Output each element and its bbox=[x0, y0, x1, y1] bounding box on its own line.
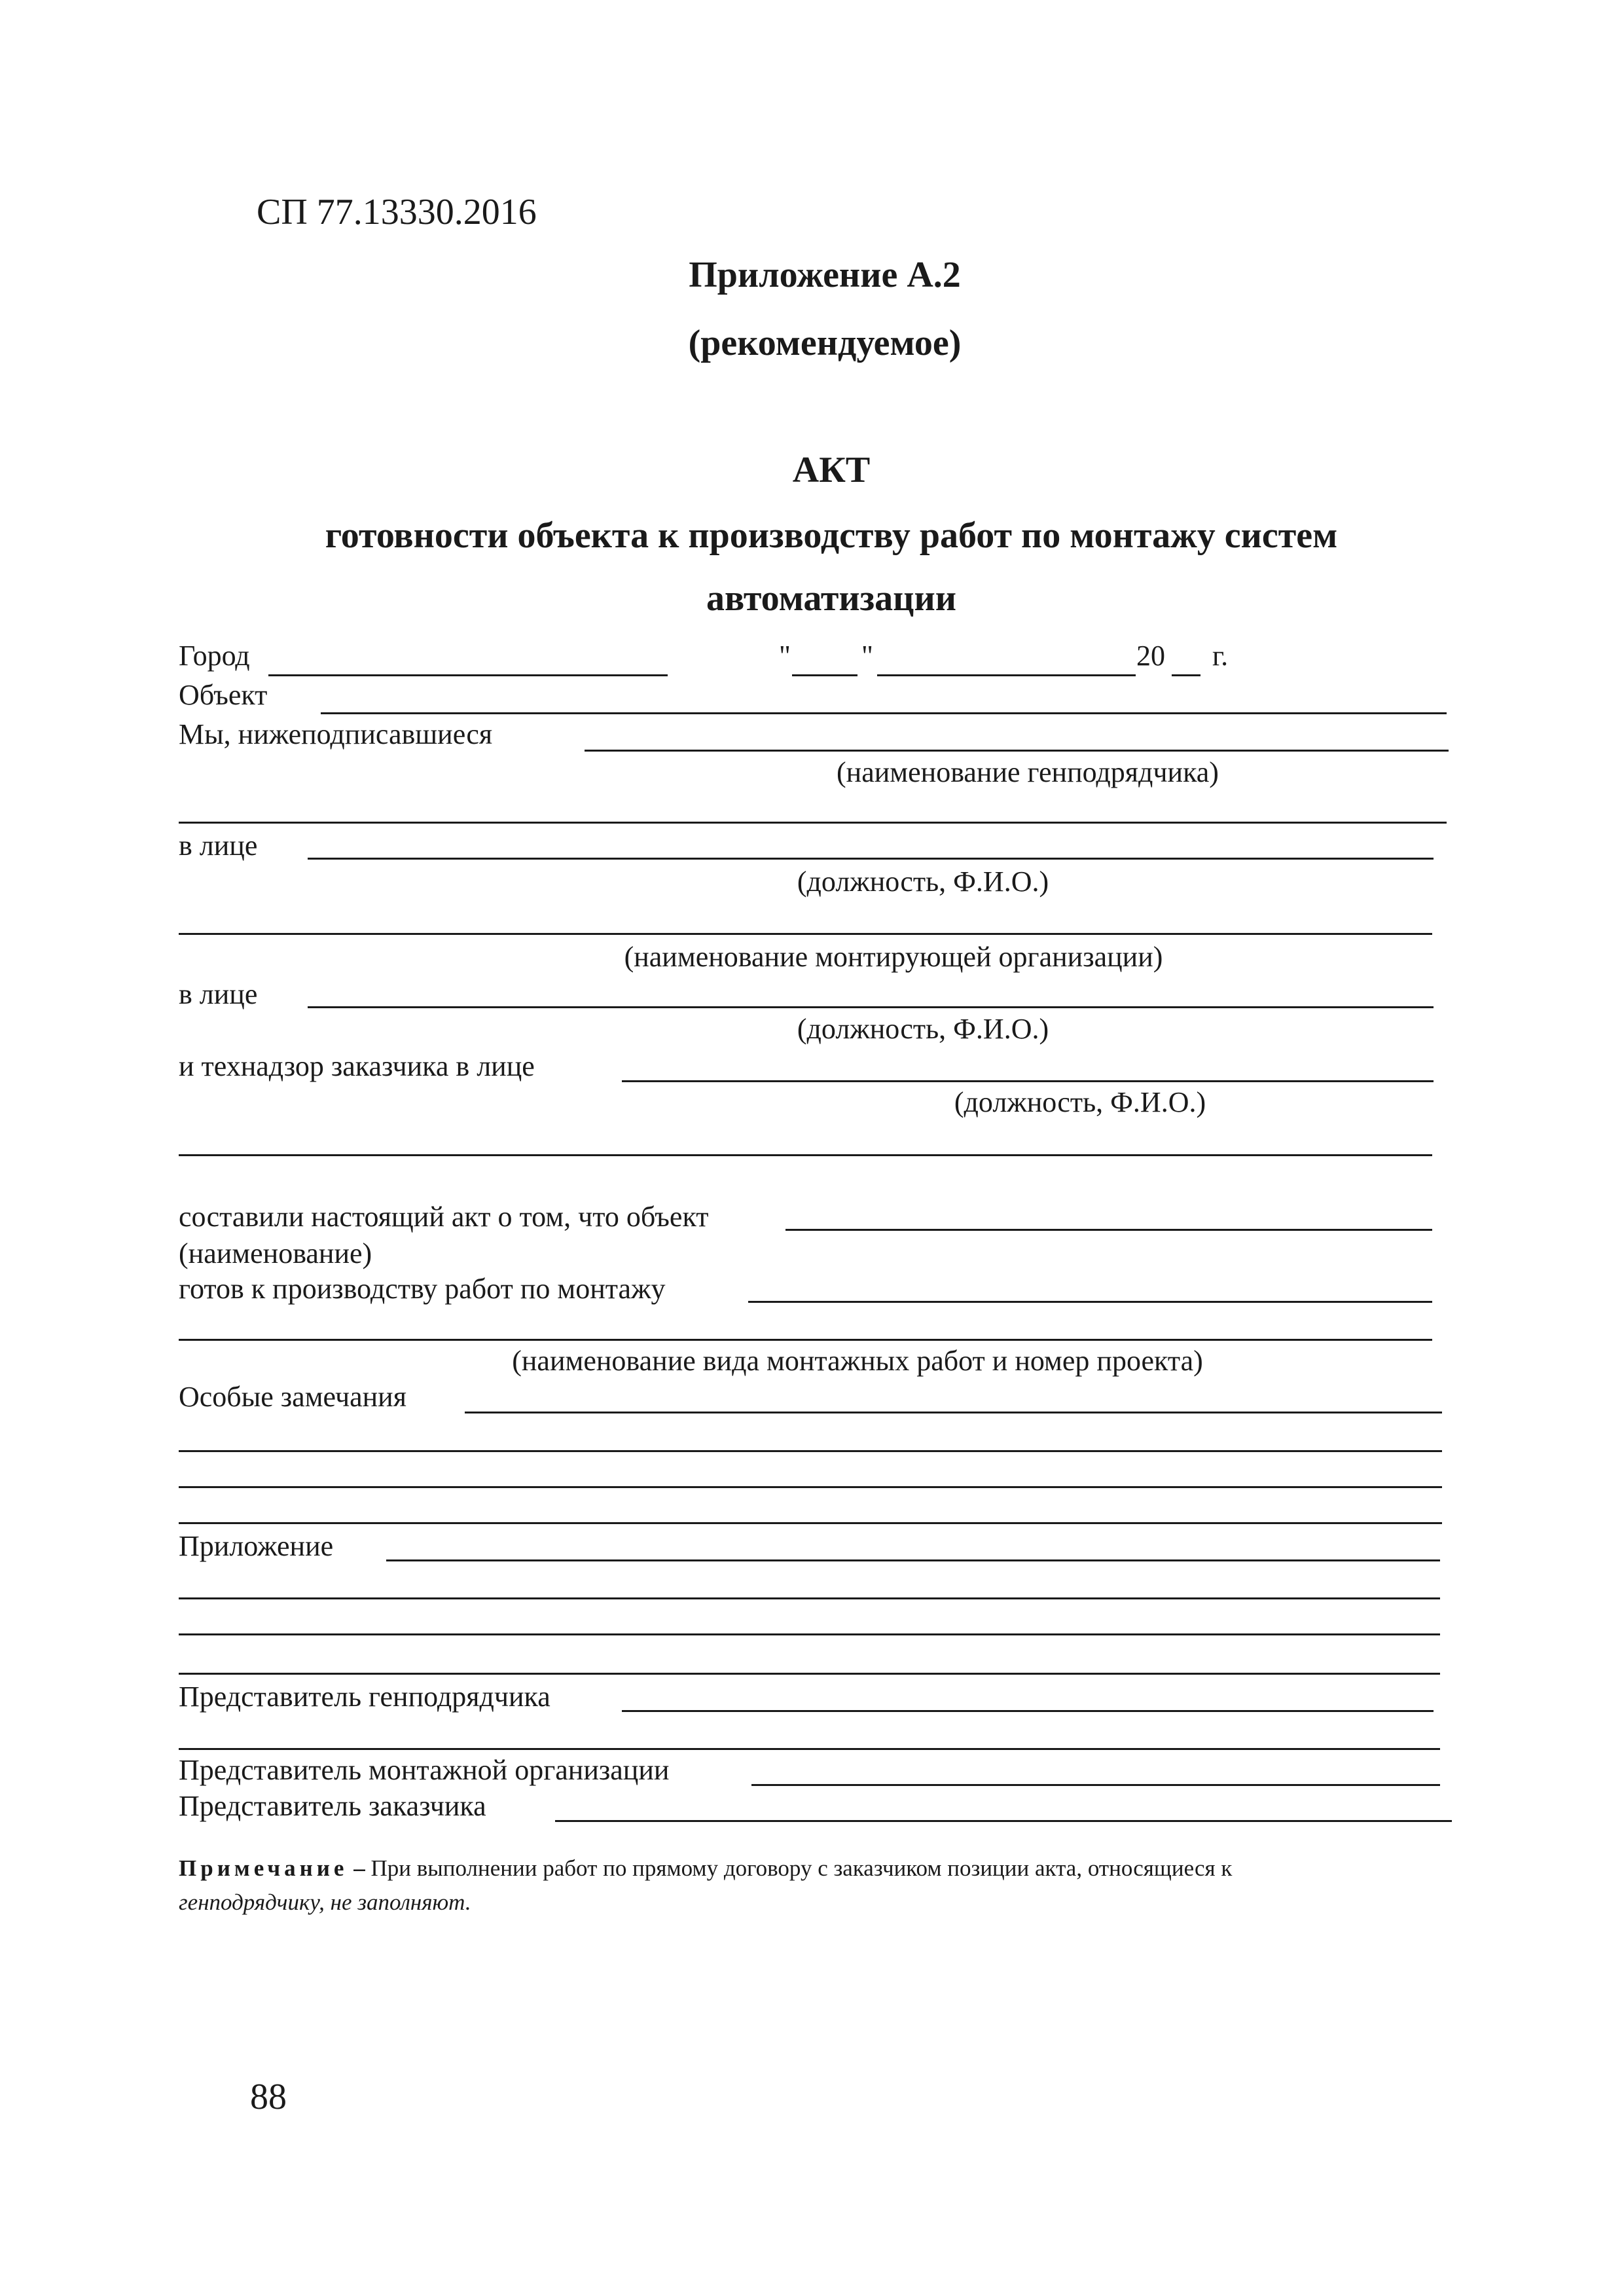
ready-field-line[interactable] bbox=[748, 1301, 1432, 1303]
act-subtitle-line2: автоматизации bbox=[706, 578, 956, 619]
position-hint-3: (должность, Ф.И.О.) bbox=[954, 1086, 1206, 1118]
tech-supervision-continuation-line[interactable] bbox=[179, 1154, 1432, 1156]
in-person-label-1: в лице bbox=[179, 829, 258, 862]
special-remarks-line-4[interactable] bbox=[179, 1522, 1442, 1524]
standard-code: СП 77.13330.2016 bbox=[257, 192, 537, 232]
general-contractor-rep-field-line[interactable] bbox=[622, 1710, 1434, 1712]
city-label: Город bbox=[179, 640, 250, 672]
general-contractor-rep-label: Представитель генподрядчика bbox=[179, 1681, 550, 1713]
appendix-status: (рекомендуемое) bbox=[688, 323, 962, 363]
date-year-prefix: 20 bbox=[1136, 640, 1165, 672]
attachment-field-line[interactable] bbox=[386, 1559, 1440, 1561]
appendix-title: Приложение А.2 bbox=[689, 255, 961, 295]
date-day-line[interactable] bbox=[792, 674, 857, 676]
general-contractor-hint: (наименование генподрядчика) bbox=[837, 756, 1219, 788]
object-name-field-line[interactable] bbox=[785, 1229, 1432, 1231]
tech-supervision-field-line[interactable] bbox=[622, 1080, 1434, 1082]
page-number: 88 bbox=[250, 2077, 287, 2117]
installer-org-field-line[interactable] bbox=[179, 933, 1432, 935]
general-contractor-field-line[interactable] bbox=[585, 750, 1449, 752]
note-line-1 bbox=[179, 1857, 1232, 1880]
special-remarks-field-line[interactable] bbox=[465, 1412, 1442, 1413]
in-person-field-line-1[interactable] bbox=[308, 858, 1434, 860]
general-contractor-continuation-line[interactable] bbox=[179, 822, 1447, 824]
attachment-line-3[interactable] bbox=[179, 1633, 1440, 1635]
note-prefix: Примечание bbox=[179, 1855, 348, 1881]
date-quote-open: " bbox=[779, 640, 791, 672]
compiled-label: составили настоящий акт о том, что объект bbox=[179, 1201, 709, 1233]
work-type-hint: (наименование вида монтажных работ и номер проекта) bbox=[512, 1345, 1203, 1377]
name-hint: (наименование) bbox=[179, 1237, 372, 1269]
note-text-line1: При выполнении работ по прямому договору с заказчиком позиции акта, относящиеся к bbox=[370, 1855, 1233, 1881]
installer-rep-field-line[interactable] bbox=[751, 1784, 1440, 1786]
in-person-label-2: в лице bbox=[179, 978, 258, 1010]
object-field-line[interactable] bbox=[321, 712, 1447, 714]
special-remarks-label: Особые замечания bbox=[179, 1381, 406, 1413]
undersigned-label: Мы, нижеподписавшиеся bbox=[179, 718, 493, 750]
position-hint-1: (должность, Ф.И.О.) bbox=[797, 866, 1049, 898]
customer-rep-field-line[interactable] bbox=[555, 1820, 1452, 1822]
object-label: Объект bbox=[179, 679, 268, 711]
installer-org-hint: (наименование монтирующей организации) bbox=[624, 941, 1163, 973]
date-year-suffix: г. bbox=[1212, 640, 1229, 672]
special-remarks-line-3[interactable] bbox=[179, 1486, 1442, 1488]
general-contractor-rep-line-2[interactable] bbox=[179, 1748, 1440, 1750]
date-quote-close: " bbox=[861, 640, 873, 672]
in-person-field-line-2[interactable] bbox=[308, 1006, 1434, 1008]
date-year-line[interactable] bbox=[1172, 674, 1200, 676]
customer-rep-label: Представитель заказчика bbox=[179, 1790, 486, 1822]
note-text-line2: генподрядчику, не заполняют. bbox=[179, 1889, 471, 1915]
attachment-line-2[interactable] bbox=[179, 1597, 1440, 1599]
tech-supervision-label: и технадзор заказчика в лице bbox=[179, 1050, 535, 1082]
special-remarks-line-2[interactable] bbox=[179, 1450, 1442, 1452]
act-title: АКТ bbox=[792, 450, 871, 490]
attachment-line-4[interactable] bbox=[179, 1673, 1440, 1675]
position-hint-2: (должность, Ф.И.О.) bbox=[797, 1013, 1049, 1045]
attachment-label: Приложение bbox=[179, 1530, 334, 1562]
date-month-line[interactable] bbox=[877, 674, 1136, 676]
work-type-field-line[interactable] bbox=[179, 1339, 1432, 1341]
city-field-line[interactable] bbox=[268, 674, 668, 676]
act-subtitle-line1: готовности объекта к производству работ по монтажу систем bbox=[325, 515, 1338, 556]
note-dash: – bbox=[348, 1855, 371, 1881]
ready-label: готов к производству работ по монтажу bbox=[179, 1273, 666, 1305]
installer-rep-label: Представитель монтажной организации bbox=[179, 1754, 670, 1786]
